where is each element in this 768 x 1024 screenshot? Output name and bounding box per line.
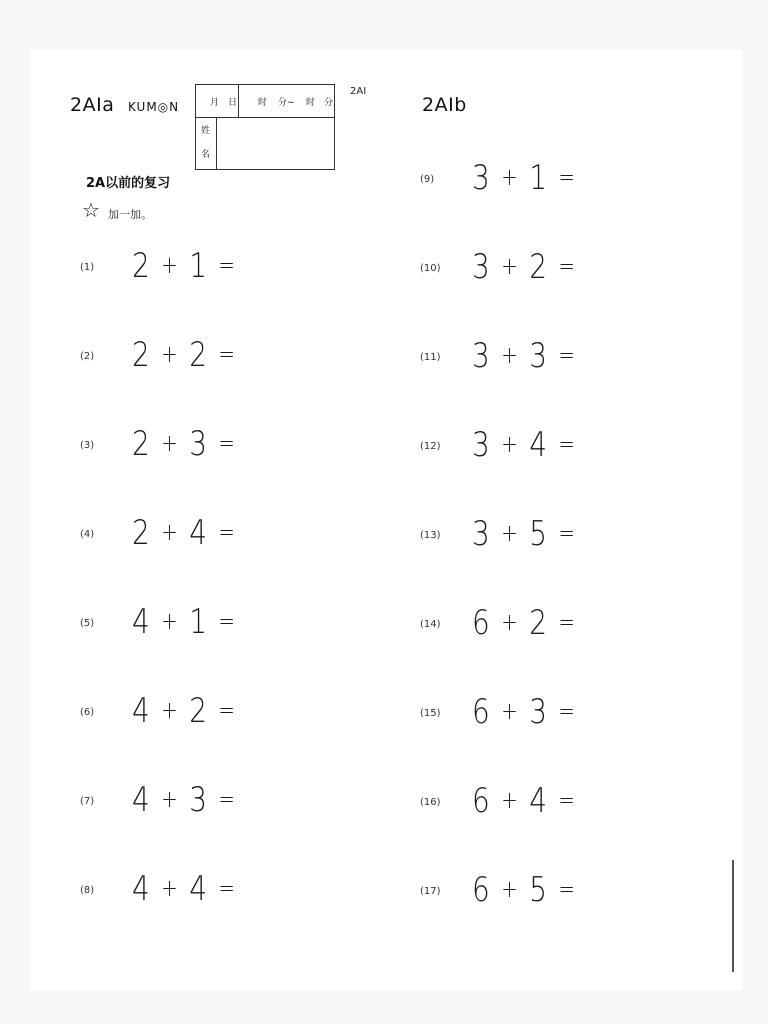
problem-expression — [472, 336, 586, 376]
plus-sign: + — [501, 697, 520, 725]
addend-b: 4 — [189, 513, 209, 553]
start-min-label: 分~ — [278, 98, 295, 108]
problem-number: (16) — [420, 797, 441, 808]
problem-row — [420, 870, 660, 916]
addend-a: 3 — [472, 336, 492, 376]
answer-space[interactable] — [240, 873, 310, 909]
problem-expression — [472, 781, 586, 821]
problem-expression — [132, 513, 246, 553]
day-label: 日 — [228, 98, 238, 108]
answer-space[interactable] — [240, 428, 310, 464]
problem-number: (2) — [80, 351, 95, 362]
problem-number: (10) — [420, 263, 441, 274]
worksheet-code-right: 2AIb — [422, 94, 467, 116]
problem-expression — [132, 780, 246, 820]
equals-sign: = — [218, 429, 237, 457]
problem-row — [420, 336, 660, 382]
problem-row — [80, 602, 320, 648]
addend-a: 6 — [472, 781, 492, 821]
addend-a: 3 — [472, 158, 492, 198]
addend-a: 6 — [472, 870, 492, 910]
problem-number: (7) — [80, 796, 95, 807]
answer-space[interactable] — [240, 250, 310, 286]
equals-sign: = — [218, 607, 237, 635]
addend-b: 1 — [189, 246, 209, 286]
addend-b: 2 — [529, 603, 549, 643]
problem-row — [420, 514, 660, 560]
problem-expression — [132, 602, 246, 642]
equals-sign: = — [558, 252, 577, 280]
problem-number: (15) — [420, 708, 441, 719]
addend-a: 4 — [132, 691, 152, 731]
problem-row — [420, 603, 660, 649]
addend-a: 2 — [132, 246, 152, 286]
equals-sign: = — [218, 785, 237, 813]
equals-sign: = — [558, 608, 577, 636]
problem-row — [420, 692, 660, 738]
end-hour-label: 时 — [306, 98, 316, 108]
addend-b: 1 — [529, 158, 549, 198]
addend-a: 3 — [472, 514, 492, 554]
level-tag: 2AI — [350, 86, 367, 97]
problem-row — [80, 424, 320, 470]
addend-a: 6 — [472, 692, 492, 732]
equals-sign: = — [558, 430, 577, 458]
name-label-2: 名 — [201, 150, 211, 160]
answer-space[interactable] — [580, 696, 650, 732]
plus-sign: + — [161, 251, 180, 279]
date-divider — [238, 85, 239, 117]
addend-a: 2 — [132, 424, 152, 464]
plus-sign: + — [501, 519, 520, 547]
equals-sign: = — [558, 519, 577, 547]
problem-number: (13) — [420, 530, 441, 541]
plus-sign: + — [161, 874, 180, 902]
problem-number: (9) — [420, 174, 435, 185]
answer-space[interactable] — [580, 785, 650, 821]
plus-sign: + — [161, 518, 180, 546]
start-hour-label: 时 — [258, 98, 268, 108]
answer-space[interactable] — [240, 339, 310, 375]
plus-sign: + — [161, 785, 180, 813]
scan-edge-line — [732, 860, 734, 972]
problem-number: (8) — [80, 885, 95, 896]
answer-space[interactable] — [580, 429, 650, 465]
addend-b: 4 — [529, 781, 549, 821]
problem-expression — [132, 246, 246, 286]
addend-a: 6 — [472, 603, 492, 643]
addend-b: 2 — [189, 691, 209, 731]
addend-a: 2 — [132, 513, 152, 553]
kumon-logo: KUM◎N — [128, 100, 180, 114]
answer-space[interactable] — [580, 874, 650, 910]
problem-number: (1) — [80, 262, 95, 273]
plus-sign: + — [501, 430, 520, 458]
plus-sign: + — [501, 786, 520, 814]
equals-sign: = — [558, 786, 577, 814]
addend-b: 5 — [529, 514, 549, 554]
date-time-name-box — [195, 84, 335, 170]
problem-number: (6) — [80, 707, 95, 718]
problem-number: (4) — [80, 529, 95, 540]
addend-b: 3 — [529, 692, 549, 732]
month-label: 月 — [210, 98, 220, 108]
section-title: 2A以前的复习 — [86, 176, 171, 191]
problem-number: (14) — [420, 619, 441, 630]
problem-expression — [132, 691, 246, 731]
problem-expression — [472, 158, 586, 198]
star-icon: ☆ — [82, 198, 100, 222]
problem-expression — [132, 335, 246, 375]
addend-b: 4 — [529, 425, 549, 465]
problem-row — [420, 425, 660, 471]
problem-expression — [132, 869, 246, 909]
plus-sign: + — [501, 163, 520, 191]
equals-sign: = — [218, 251, 237, 279]
problem-number: (3) — [80, 440, 95, 451]
problem-number: (12) — [420, 441, 441, 452]
answer-space[interactable] — [240, 606, 310, 642]
equals-sign: = — [558, 697, 577, 725]
problem-row — [80, 513, 320, 559]
equals-sign: = — [558, 163, 577, 191]
plus-sign: + — [161, 340, 180, 368]
problem-row — [420, 781, 660, 827]
plus-sign: + — [501, 608, 520, 636]
answer-space[interactable] — [240, 517, 310, 553]
addend-b: 2 — [189, 335, 209, 375]
answer-space[interactable] — [580, 251, 650, 287]
addend-b: 3 — [189, 424, 209, 464]
answer-space[interactable] — [580, 162, 650, 198]
addend-b: 5 — [529, 870, 549, 910]
equals-sign: = — [218, 340, 237, 368]
addend-a: 3 — [472, 425, 492, 465]
problem-row — [80, 335, 320, 381]
plus-sign: + — [161, 607, 180, 635]
name-label-1: 姓 — [201, 126, 211, 136]
addend-a: 2 — [132, 335, 152, 375]
equals-sign: = — [558, 341, 577, 369]
problem-number: (11) — [420, 352, 441, 363]
equals-sign: = — [218, 518, 237, 546]
addend-b: 3 — [529, 336, 549, 376]
addend-b: 1 — [189, 602, 209, 642]
equals-sign: = — [558, 875, 577, 903]
addend-b: 2 — [529, 247, 549, 287]
end-min-label: 分 — [324, 98, 334, 108]
problem-row — [420, 247, 660, 293]
problem-expression — [472, 692, 586, 732]
problem-expression — [472, 603, 586, 643]
plus-sign: + — [501, 341, 520, 369]
equals-sign: = — [218, 874, 237, 902]
problem-expression — [472, 247, 586, 287]
addend-a: 4 — [132, 780, 152, 820]
problem-expression — [472, 514, 586, 554]
problem-number: (5) — [80, 618, 95, 629]
name-field[interactable] — [216, 117, 334, 169]
problem-row — [420, 158, 660, 204]
equals-sign: = — [218, 696, 237, 724]
addend-a: 4 — [132, 869, 152, 909]
plus-sign: + — [501, 875, 520, 903]
plus-sign: + — [501, 252, 520, 280]
answer-space[interactable] — [240, 695, 310, 731]
problem-row — [80, 691, 320, 737]
answer-space[interactable] — [580, 607, 650, 643]
problem-expression — [472, 425, 586, 465]
answer-space[interactable] — [580, 518, 650, 554]
plus-sign: + — [161, 429, 180, 457]
problem-row — [80, 869, 320, 915]
answer-space[interactable] — [580, 340, 650, 376]
problem-expression — [132, 424, 246, 464]
problem-expression — [472, 870, 586, 910]
answer-space[interactable] — [240, 784, 310, 820]
addend-a: 4 — [132, 602, 152, 642]
problem-number: (17) — [420, 886, 441, 897]
plus-sign: + — [161, 696, 180, 724]
worksheet-code-left: 2AIa — [70, 94, 115, 116]
addend-b: 3 — [189, 780, 209, 820]
addend-b: 4 — [189, 869, 209, 909]
problem-row — [80, 246, 320, 292]
problem-row — [80, 780, 320, 826]
instruction-text: 加一加。 — [108, 208, 152, 221]
addend-a: 3 — [472, 247, 492, 287]
